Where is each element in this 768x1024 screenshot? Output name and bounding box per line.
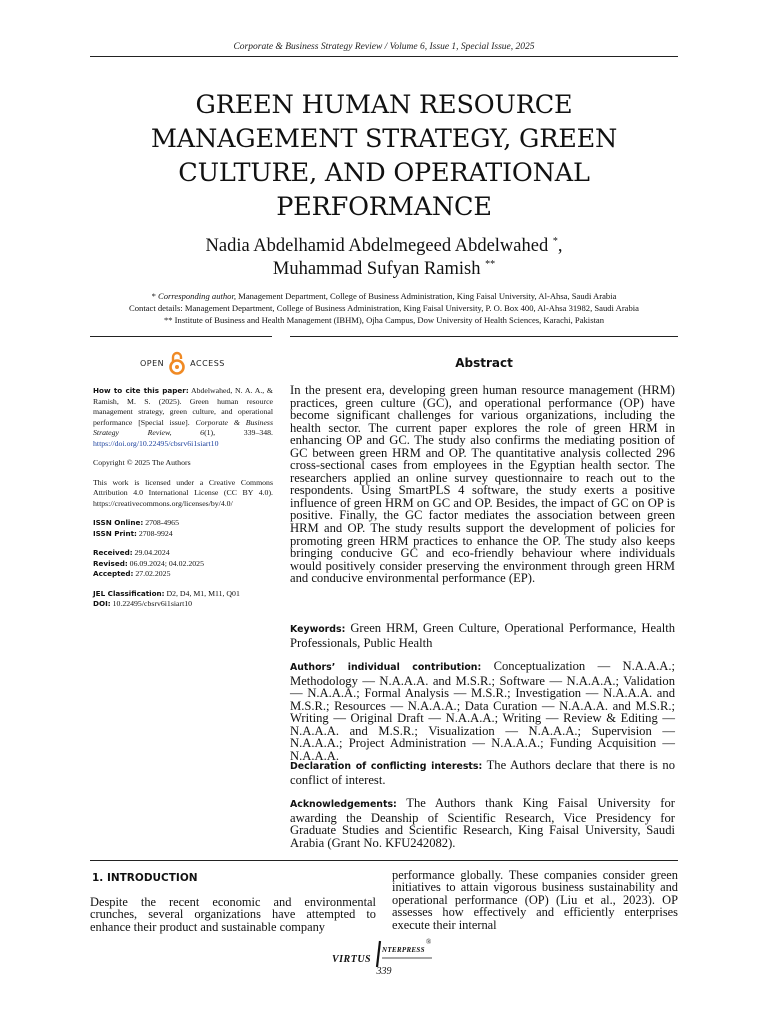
revised-label: Revised: [93,558,128,568]
issn-online [93,518,273,529]
copyright: Copyright © 2025 The Authors [93,458,191,467]
doi-value: 10.22495/cbsrv6i1siart10 [110,599,193,608]
logo-interpress: NTERPRESS [382,946,425,954]
title-line: GREEN HUMAN RESOURCE [195,90,573,120]
doi [93,599,273,610]
logo-i-icon [374,940,384,968]
citation-pages: (1), 339–348. [204,428,273,437]
article-metadata [93,386,273,619]
affiliation-text: Management Department, College of Business Administration, King Faisal University, Al-Ahsa, Saudi Arabia [236,291,617,301]
header-divider [90,56,678,57]
title-line: MANAGEMENT STRATEGY, GREEN [150,124,618,154]
page-number: 339 [376,966,392,977]
contribution-label: Authors’ individual contribution: [290,662,482,673]
jel-classification [93,589,273,600]
acknowledgements [290,797,675,849]
keywords-text: Green HRM, Green Culture, Operational Performance, Health Professionals, Public Health [290,621,675,650]
jel-value: D2, D4, M1, M11, Q01 [164,588,240,598]
abstract-heading: Abstract [455,356,513,370]
author-mark: ** [485,258,496,270]
author-mark: * [552,235,558,247]
author-separator: , [557,236,563,256]
accepted-date [93,569,273,580]
accepted-label: Accepted: [93,569,134,578]
logo-virtus: VIRTUS [332,954,372,965]
corresponding-author-label: Corresponding author, [158,291,237,301]
affiliation-marker: * [151,291,159,301]
coi-label: Declaration of conflicting interests: [290,761,483,772]
citation-label: How to cite this paper: [93,386,189,395]
keywords [290,622,675,649]
license-text: This work is licensed under a Creative Commons Attribution 4.0 International License (CC BY 4.0). https://creativecommons.org/licenses/by/4.0/ [93,477,273,508]
doi-link[interactable]: https://doi.org/10.22495/cbsrv6i1siart10 [93,438,219,448]
jel-label: JEL Classification: [93,588,165,598]
author-name: Muhammad Sufyan Ramish [272,259,481,279]
received-label: Received: [93,548,133,557]
access-label: ACCESS [190,358,225,368]
conflict-of-interest [290,759,675,786]
abstract-body: In the present era, developing green human resource management (HRM) practices, green culture (GC), and operational performance (OP) have become significant challenges for various organizations, including the health sector. The current paper explores the role of green HRM in enhancing OP and GC. The study also confirms the mediating position of GC between green HRM and OP. The quantitative analysis collected 296 cross-sectional cases from employees in the Egyptian health sector. The researchers applied an online survey questionnaire to reach out to the respondents. Using SmartPLS 4 software, the study exerts a positive influence of green HRM on GC and OP. Besides, the impact of GC on OP is positive. Finally, the GC factor mediates the association between green HRM and OP. The study results support the development of policies for promoting green HRM practices to enhance the OP. The study also keeps bringing conducive GC and eco-friendly behaviour where individuals would positively consider preserving the environment through green HRM and conducive environmental performance (EP). [290,383,675,586]
author-name: Nadia Abdelhamid Abdelmegeed Abdelwahed [205,236,549,256]
affiliations [90,290,678,326]
doi-label: DOI: [93,599,111,608]
ack-text: The Authors thank King Faisal University for awarding the Deanship of Scientific Research, Vice Presidency for Graduate Studies and Scientific Research, King Faisal University, Saudi Arabia (Grant No. KFU242082). [290,796,675,850]
introduction-text-left: Despite the recent economic and environmental crunches, several organizations have attempted to enhance their product and sustainable company [90,895,376,934]
citation-text: Abdelwahed, N. A. A., & Ramish, M. S. (2025). Green human resource management strategy, green culture, and operational performance [Special issue]. [93,386,273,427]
logo-underline [382,956,432,960]
contact-details: Contact details: Management Department, College of Business Administration, King Faisal University, P. O. Box 400, Al-Ahsa 31982, Saudi Arabia [129,303,639,313]
issn-print [93,529,273,540]
open-access-logo [140,350,250,376]
title-line: CULTURE, AND OPERATIONAL [178,158,590,188]
citation-journal: Corporate & Business Strategy Review, 6 [93,417,273,437]
running-header: Corporate & Business Strategy Review / Volume 6, Issue 1, Special Issue, 2025 [233,42,535,52]
keywords-label: Keywords: [290,624,346,635]
coi-text: The Authors declare that there is no conflict of interest. [290,758,675,787]
author-contribution [290,660,675,762]
received-value: 29.04.2024 [132,548,170,557]
issn-online-value: 2708-4965 [143,518,179,527]
introduction-text-right: performance globally. These companies consider green initiatives to attain vigorous business sustainability and operational performance (OP) (Liu et al., 2023). OP assesses how effectively and efficiently enterprises execute their internal [392,868,678,932]
open-access-lock-icon [168,351,186,375]
left-column-divider [90,336,272,337]
affiliation-text: ** Institute of Business and Health Management (IBHM), Ojha Campus, Dow University of Health Sciences, Karachi, Pakistan [163,315,605,325]
accepted-value: 27.02.2025 [133,569,171,578]
issn-online-label: ISSN Online: [93,518,144,527]
title-line: PERFORMANCE [276,192,492,222]
contribution-text: Conceptualization — N.A.A.A.; Methodology — N.A.A.A. and M.S.R.; Software — N.A.A.A.; Validation — N.A.A.A.; Formal Analysis — M.S.R.; Investigation — N.A.A.A. and M.S.R.; Resources — N.A.A.A.; Data Curation — N.A.A.A. and M.S.R.; Writing — Original Draft — N.A.A.A.; Writing — Review & Editing — N.A.A.A. and M.S.R.; Visualization — N.A.A.A.; Supervision — N.A.A.A.; Project Administration — N.A.A.A.; Funding Acquisition — N.A.A.A. [290,659,675,763]
author-list [90,235,678,281]
received-date [93,548,273,559]
revised-value: 06.09.2024; 04.02.2025 [127,558,204,568]
citation [93,386,273,449]
ack-label: Acknowledgements: [290,799,397,810]
issn-print-value: 2708-9924 [136,528,173,538]
introduction-divider [90,860,678,861]
introduction-heading: 1. INTRODUCTION [92,872,198,884]
issn-print-label: ISSN Print: [93,528,137,538]
right-column-divider [290,336,678,337]
registered-mark: ® [426,938,432,946]
open-access-label: OPEN [140,358,165,368]
paper-title [90,88,678,224]
revised-date [93,559,273,570]
